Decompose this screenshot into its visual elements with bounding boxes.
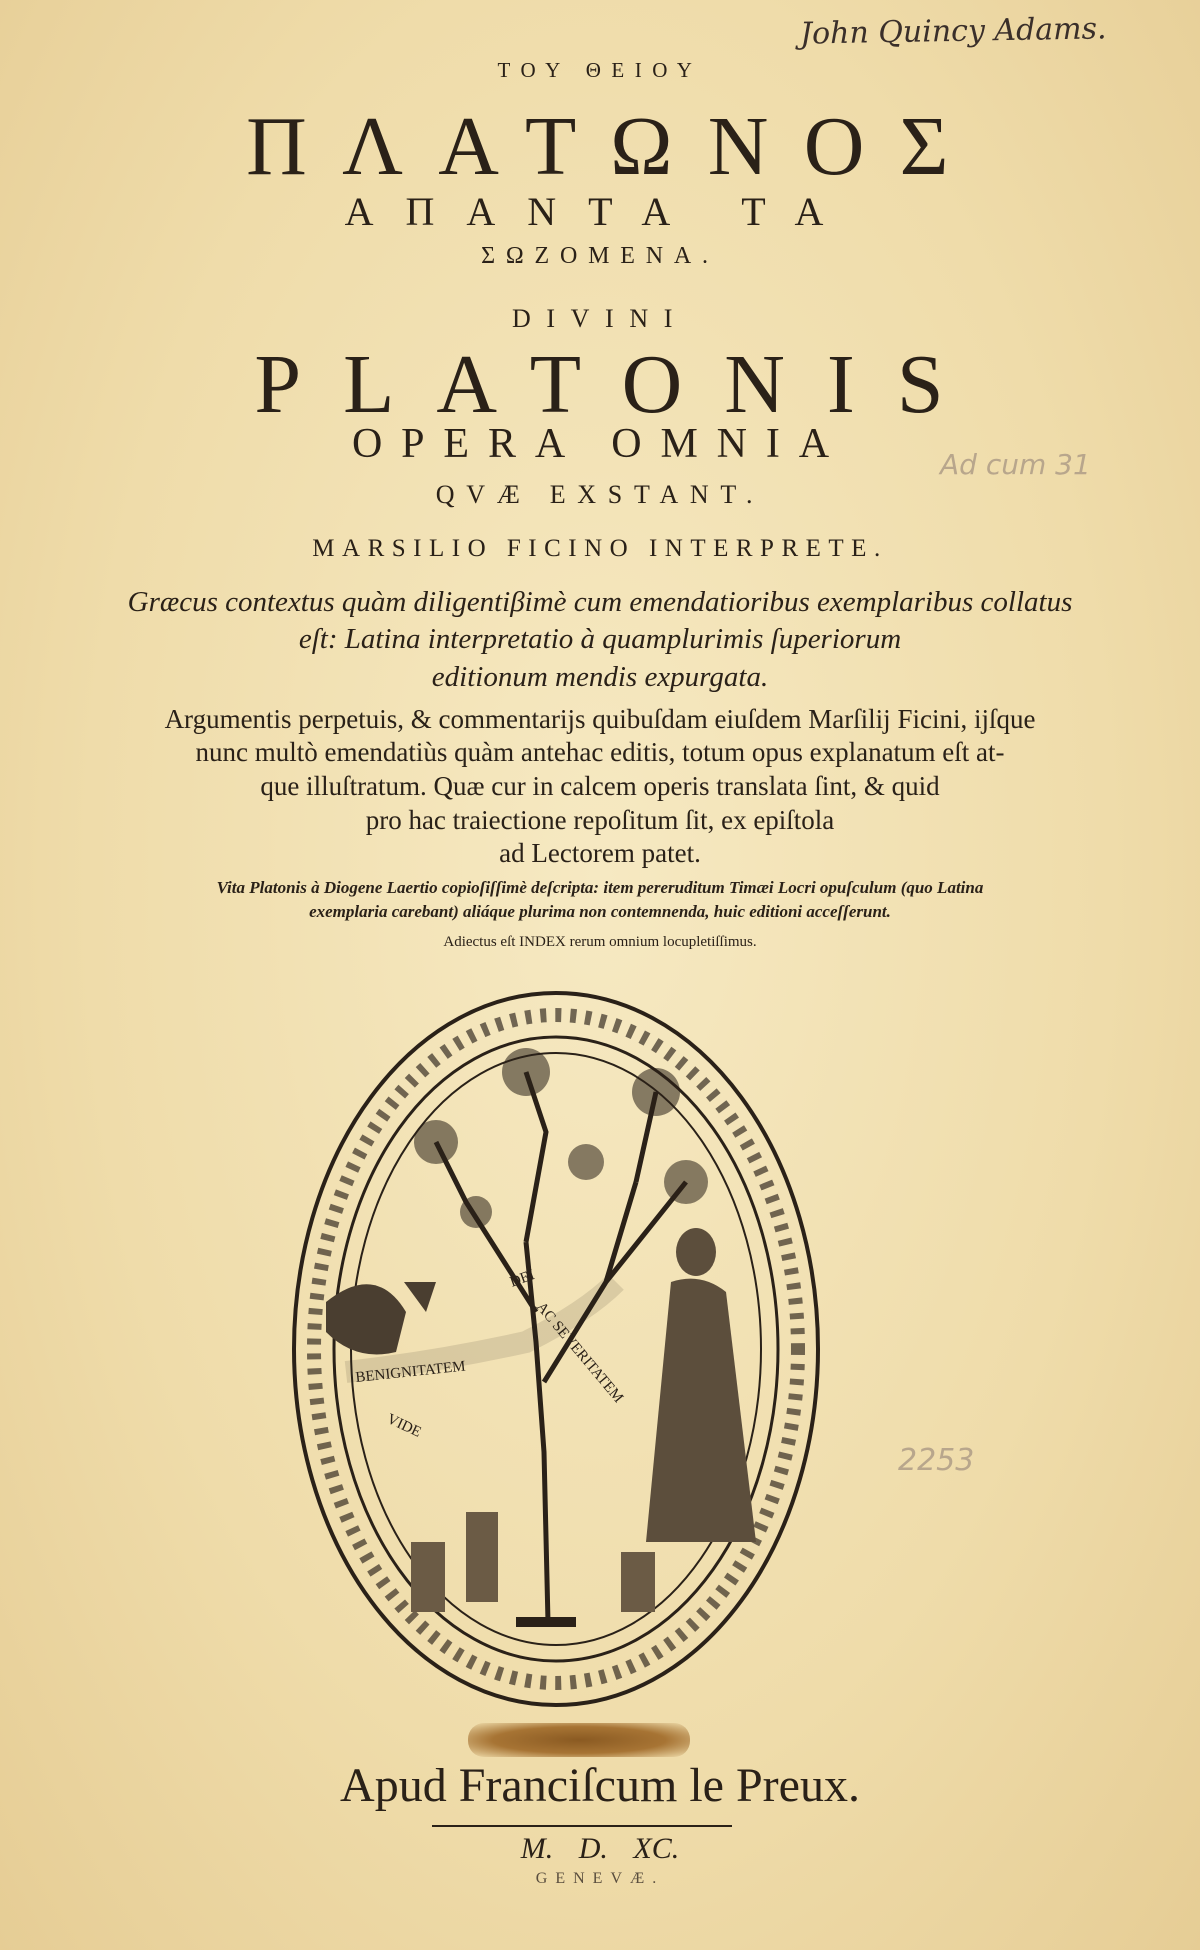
imprint-divider [432,1825,732,1827]
translator-line: MARSILIO FICINO INTERPRETE. [312,535,888,562]
imprint-place: GENEVÆ. [535,1870,665,1887]
description-italic-line: Græcus contextus quàm diligentiβimè cum emendatioribus exemplaribus collatus [127,586,1073,618]
greek-heading-small: ΤΟΥ ΘΕΙΟΥ [497,58,703,82]
description-roman-line: nunc multò emendatiùs quàm antehac editis, totum opus explanatum eſt at- [195,737,1005,767]
latin-heading-divini: DIVINI [512,304,688,333]
imprint-year: M. D. XC. [520,1832,680,1865]
index-line: Adiectus eſt INDEX rerum omnium locupletiſſimus. [443,934,757,950]
greek-heading-apanta: ΑΠΑΝΤΑ ΤΑ [344,189,856,234]
ink-smudge [468,1723,690,1757]
publisher-line: Apud Franciſcum le Preux. [340,1759,860,1812]
handwritten-signature: John Quincy Adams. [799,11,1107,52]
pencil-number: 2253 [898,1443,975,1478]
description-roman-line: que illuſtratum. Quæ cur in calcem operis translata ſint, & quid [260,771,940,801]
description-italic-line: eſt: Latina interpretatio à quamplurimis ſuperiorum [298,623,902,655]
description-roman-line: ad Lectorem patet. [499,838,701,868]
man-figure-icon [646,1228,756,1542]
vita-line: Vita Platonis à Diogene Laertio copioſiſſimè deſcripta: item pereruditum Timæi Locri opuſculum (quo Latina [216,878,984,897]
pencil-shelfmark: Ad cum 31 [940,448,1091,481]
vita-line: exemplaria carebant) aliáque plurima non contemnenda, huic editioni acceſſerunt. [309,902,891,921]
latin-title-platonis: PLATONIS [254,338,986,431]
latin-heading-quae-exstant: QVÆ EXSTANT. [435,480,765,509]
ribbon-left-text: BENIGNITATEM [354,1358,467,1386]
greek-heading-sozomena: ΣΩΖΟΜΕΝΑ. [481,243,719,269]
greek-title-platonos: ΠΛΑΤΩΝΟΣ [246,100,984,193]
printer-device-woodcut [286,982,827,1716]
description-italic-line: editionum mendis expurgata. [431,661,769,693]
ribbon-right-text: AC SEVERITATEM [532,1299,627,1407]
ribbon-center-text: DEI [507,1267,537,1291]
ribbon-bottom-text: VIDE [384,1411,424,1441]
description-roman-line: Argumentis perpetuis, & commentarijs quibuſdam eiuſdem Marſilij Ficini, ijſque [164,704,1036,734]
tree-stumps-icon [411,1512,655,1612]
description-roman-line: pro hac traiectione repoſitum ſit, ex epiſtola [365,805,835,835]
axe-arm-icon [326,1282,436,1355]
latin-heading-opera-omnia: OPERA OMNIA [351,421,849,467]
